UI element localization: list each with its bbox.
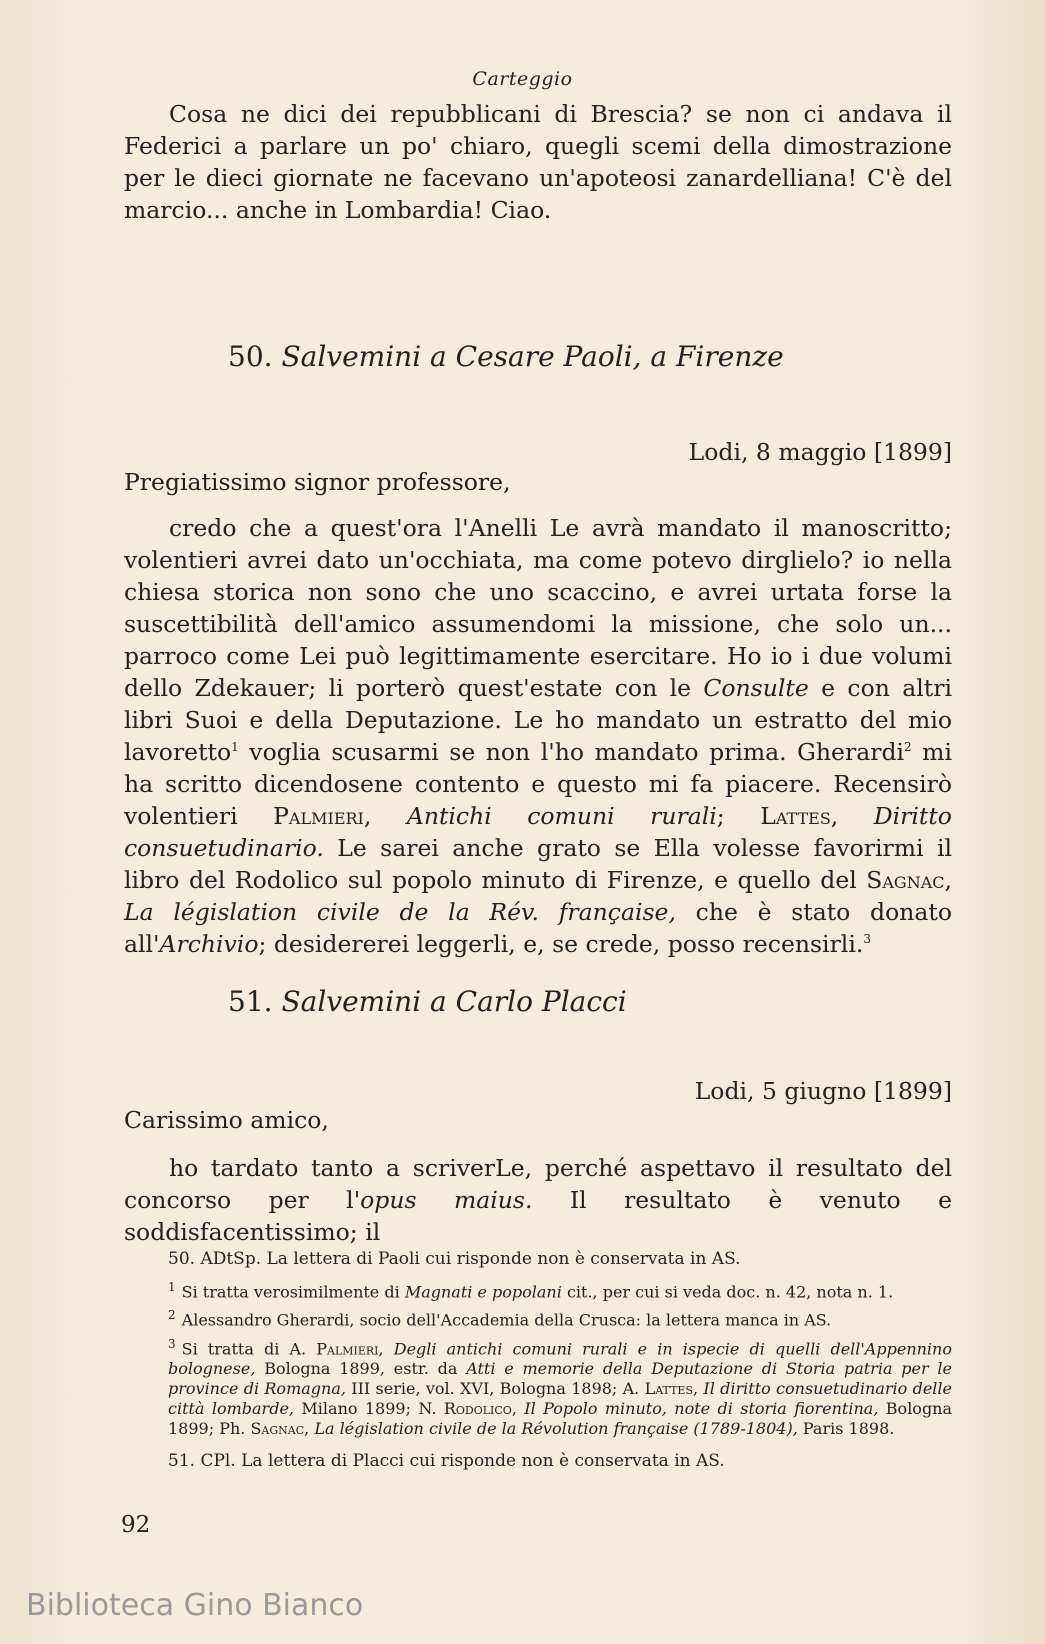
letter-51-heading [228, 985, 627, 1018]
letter-50-heading [228, 340, 784, 373]
letter-51-body: ho tardato tanto a scriverLe, perché aspettavo il resultato del concorso per l'opus maius. Il resultato è venuto e soddisfacentissimo; il [124, 1154, 952, 1246]
letter-number: 51. [228, 985, 273, 1018]
letter-title: Salvemini a Cesare Paoli, a Firenze [281, 340, 784, 373]
footnote-1: $^1$ Si tratta verosimilmente di Magnati e popolani cit., per cui si veda doc. n. 42, nota n. 1. [168, 1280, 894, 1302]
letter-51-dateline: Lodi, 5 giugno [1899] [694, 1077, 952, 1105]
previous-letter-ending: Cosa ne dici dei repubblicani di Brescia? se non ci andava il Federici a parlare un po' chiaro, quegli scemi della dimostrazione per le dieci giornate ne facevano un'apoteosi zanardelliana! C'è del marcio... anche in Lombardia! Ciao. [124, 100, 952, 224]
watermark: Biblioteca Gino Bianco [26, 1588, 364, 1623]
letter-title: Salvemini a Carlo Placci [281, 985, 627, 1018]
letter-number: 50. [228, 340, 273, 373]
footnote-50: 50. ADtSp. La lettera di Paoli cui risponde non è conservata in AS. [168, 1249, 741, 1269]
running-head: Carteggio [472, 68, 573, 90]
footnote-51: 51. CPl. La lettera di Placci cui risponde non è conservata in AS. [168, 1450, 725, 1471]
letter-50-salutation: Pregiatissimo signor professore, [124, 468, 511, 496]
footnotes [168, 1249, 952, 1474]
footnote-2: $^2$ Alessandro Gherardi, socio dell'Accademia della Crusca: la lettera manca in AS. [168, 1308, 832, 1330]
page-number: 92 [121, 1512, 151, 1538]
letter-50-body: credo che a quest'ora l'Anelli Le avrà mandato il manoscritto; volentieri avrei dato un'occhiata, ma come potevo dirglielo? io nella chiesa storica non sono che uno scaccino, e avrei urtata forse la suscettibilità dell'amico assumendomi la missione, che solo un... parroco come Lei può legittimamente esercitare. Ho io i due volumi dello Zdekauer; li porterò quest'estate con le Consulte e con altri libri Suoi e della Deputazione. Le ho mandato un estratto del mio lavoretto$^1$ voglia scusarmi se non l'ho mandato prima. Gherardi$^2$ mi ha scritto dicendosene contento e questo mi fa piacere. Recensirò volentieri Palmieri, Antichi comuni rurali; Lattes, Diritto consuetudinario. Le sarei anche grato se Ella volesse favorirmi il libro del Rodolico sul popolo minuto di Firenze, e quello del Sagnac, La législation civile de la Rév. française, che è stato donato all'Archivio; desidererei leggerli, e, se crede, posso recensirli.$^3$ [124, 514, 952, 958]
footnote-3: $^3$ Si tratta di A. Palmieri, Degli antichi comuni rurali e in ispecie di quelli dell'Appennino bolognese, Bologna 1899, estr. da Atti e memorie della Deputazione di Storia patria per le province di Romagna, III serie, vol. XVI, Bologna 1898; A. Lattes, Il diritto consuetudinario delle città lombarde, Milano 1899; N. Rodolico, Il Popolo minuto, note di storia fiorentina, Bologna 1899; Ph. Sagnac, La législation civile de la Révolution française (1789-1804), Paris 1898. [168, 1336, 953, 1438]
letter-50-dateline: Lodi, 8 maggio [1899] [688, 438, 952, 466]
letter-51-salutation: Carissimo amico, [124, 1106, 329, 1134]
